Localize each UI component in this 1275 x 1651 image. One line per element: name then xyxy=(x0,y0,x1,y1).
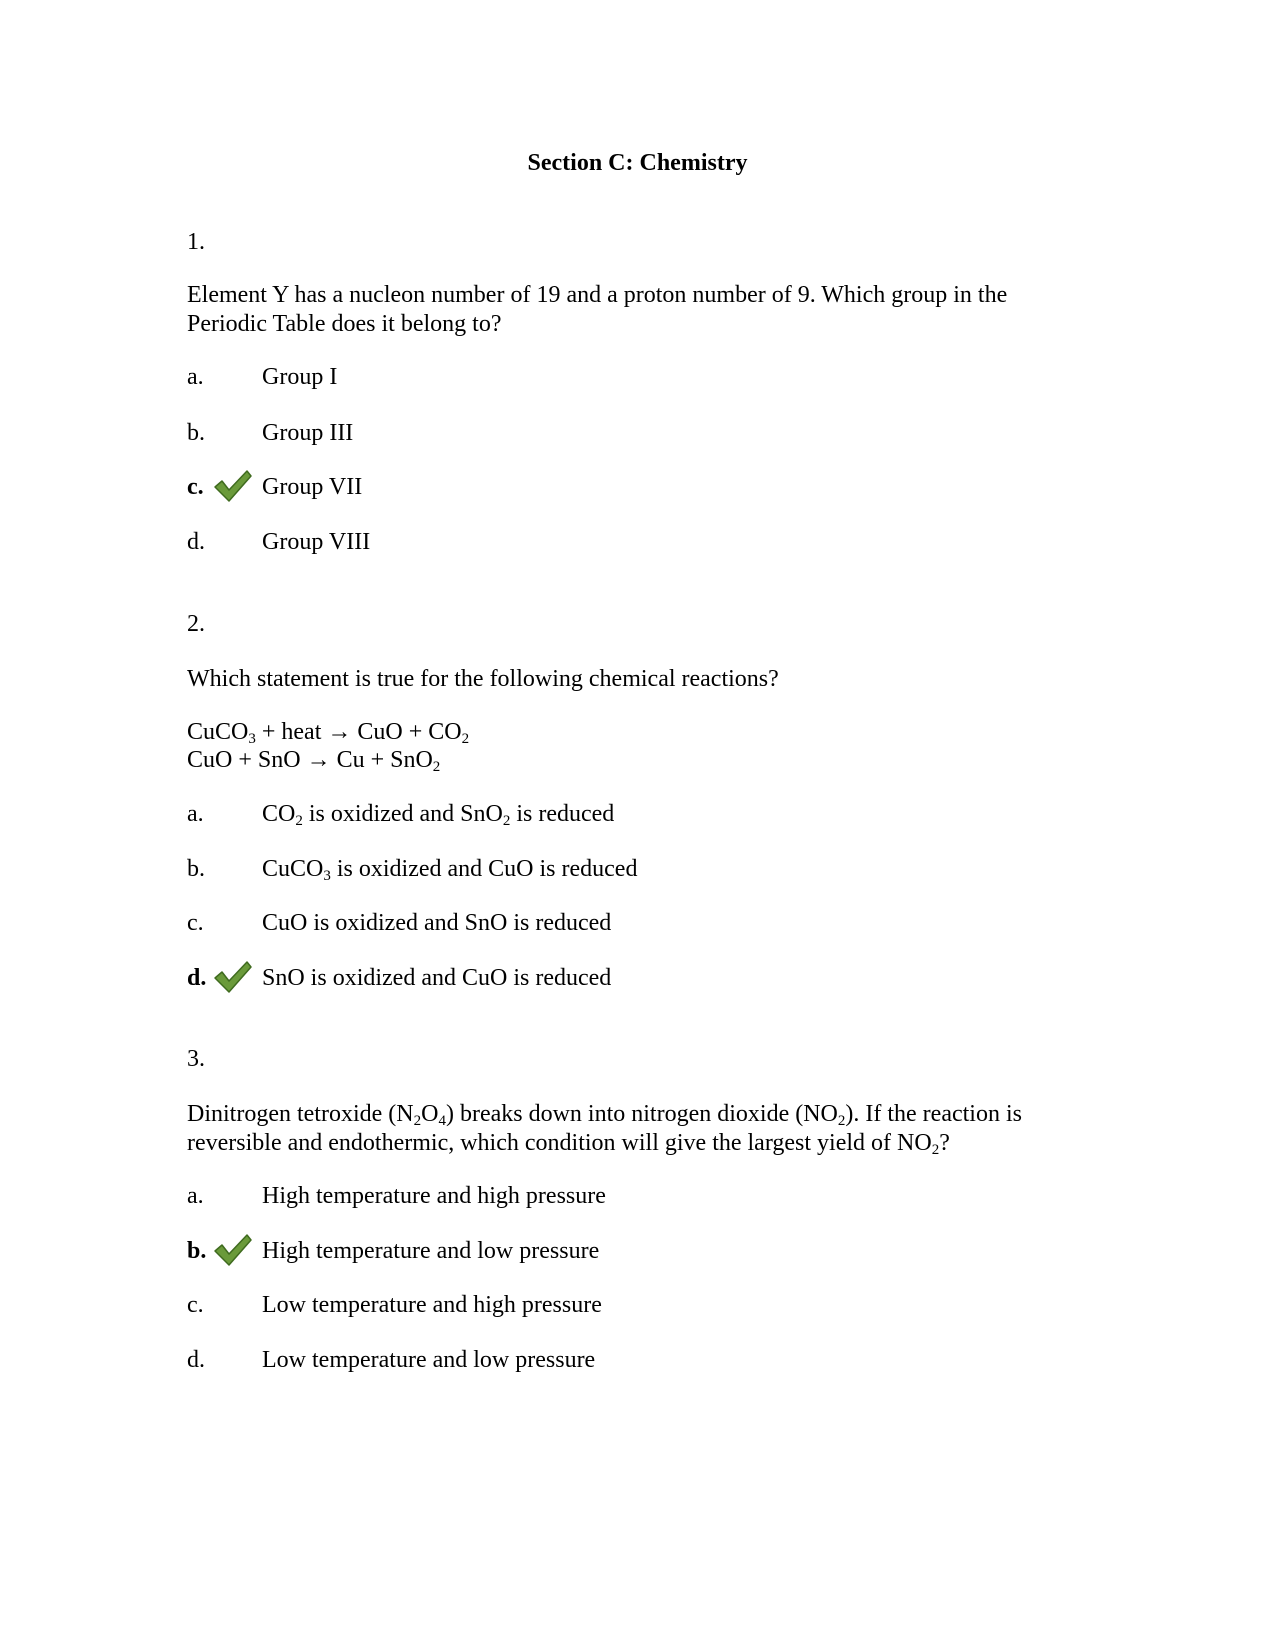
subscript: 2 xyxy=(461,731,470,747)
option-text: SnO is oxidized and CuO is reduced xyxy=(262,965,612,991)
reaction-equation-1 xyxy=(187,718,469,747)
question-3-line-2 xyxy=(187,1129,1187,1158)
text-part: is reduced xyxy=(510,801,615,827)
option-letter: c. xyxy=(187,1292,204,1318)
question-2-text: Which statement is true for the following chemical reactions? xyxy=(187,666,779,692)
option-letter: d. xyxy=(187,965,207,991)
text-part: is oxidized and SnO xyxy=(302,801,503,827)
question-2-number: 2. xyxy=(187,611,205,637)
option-text: Group VII xyxy=(262,474,363,500)
text-part: reversible and endothermic, which condition will give the largest yield of NO xyxy=(187,1130,932,1156)
option-letter: a. xyxy=(187,1183,204,1209)
text-part: O xyxy=(421,1101,439,1127)
option-letter: b. xyxy=(187,856,205,882)
q1-option-b xyxy=(187,420,887,450)
checkmark-icon xyxy=(213,468,253,504)
reaction-equation-2 xyxy=(187,746,440,775)
q3-option-a xyxy=(187,1183,887,1213)
option-letter: d. xyxy=(187,1347,205,1373)
q1-option-c xyxy=(187,474,887,504)
question-3-text xyxy=(187,1100,1187,1158)
option-letter: c. xyxy=(187,910,204,936)
equation-part: CuO + SnO xyxy=(187,747,307,773)
option-text: Group VIII xyxy=(262,529,371,555)
option-text: Low temperature and low pressure xyxy=(262,1347,596,1373)
section-title: Section C: Chemistry xyxy=(527,150,748,176)
option-text: Group I xyxy=(262,364,338,390)
q1-option-a xyxy=(187,364,887,394)
subscript: 3 xyxy=(323,868,331,884)
text-part: Dinitrogen tetroxide (N xyxy=(187,1101,414,1127)
text-part: ) breaks down into nitrogen dioxide (NO xyxy=(445,1101,838,1127)
option-text xyxy=(262,856,637,883)
equation-part: CuCO xyxy=(187,719,249,745)
option-letter: d. xyxy=(187,529,205,555)
checkmark-icon xyxy=(213,1232,253,1268)
option-letter: a. xyxy=(187,364,204,390)
subscript: 2 xyxy=(295,813,303,829)
q3-option-d xyxy=(187,1347,887,1377)
arrow-icon: → xyxy=(306,747,331,773)
checkmark-icon xyxy=(213,959,253,995)
arrow-icon: → xyxy=(327,719,352,745)
option-letter: a. xyxy=(187,801,204,827)
q3-option-b xyxy=(187,1238,887,1268)
subscript: 3 xyxy=(248,731,256,747)
option-text: Low temperature and high pressure xyxy=(262,1292,602,1318)
option-letter: b. xyxy=(187,420,205,446)
q3-option-c xyxy=(187,1292,887,1322)
text-part: CuCO xyxy=(262,856,324,882)
option-text: CuO is oxidized and SnO is reduced xyxy=(262,910,612,936)
subscript: 2 xyxy=(502,813,511,829)
option-text: Group III xyxy=(262,420,354,446)
equation-part: CuO + CO xyxy=(351,719,462,745)
q2-option-c xyxy=(187,910,887,940)
option-text: High temperature and low pressure xyxy=(262,1238,600,1264)
question-3-number: 3. xyxy=(187,1046,205,1072)
option-letter: b. xyxy=(187,1238,207,1264)
text-part: CO xyxy=(262,801,296,827)
subscript: 2 xyxy=(413,1113,422,1129)
subscript: 4 xyxy=(438,1113,446,1129)
question-3-line-1 xyxy=(187,1100,1187,1129)
subscript: 2 xyxy=(432,759,441,775)
option-text: High temperature and high pressure xyxy=(262,1183,606,1209)
equation-part: + heat xyxy=(255,719,328,745)
q1-option-d xyxy=(187,529,887,559)
question-1-number: 1. xyxy=(187,229,205,255)
q2-option-a xyxy=(187,801,887,831)
q2-option-b xyxy=(187,856,887,886)
subscript: 2 xyxy=(931,1142,940,1158)
subscript: 2 xyxy=(837,1113,846,1129)
option-letter: c. xyxy=(187,474,204,500)
q2-option-d xyxy=(187,965,887,995)
equation-part: Cu + SnO xyxy=(330,747,433,773)
option-text xyxy=(262,801,614,828)
text-part: ? xyxy=(939,1130,950,1156)
question-1-text: Element Y has a nucleon number of 19 and a proton number of 9. Which group in the Periodic Table does it belong to? xyxy=(187,282,1008,337)
text-part: is oxidized and CuO is reduced xyxy=(330,856,638,882)
text-part: ). If the reaction is xyxy=(845,1101,1022,1127)
